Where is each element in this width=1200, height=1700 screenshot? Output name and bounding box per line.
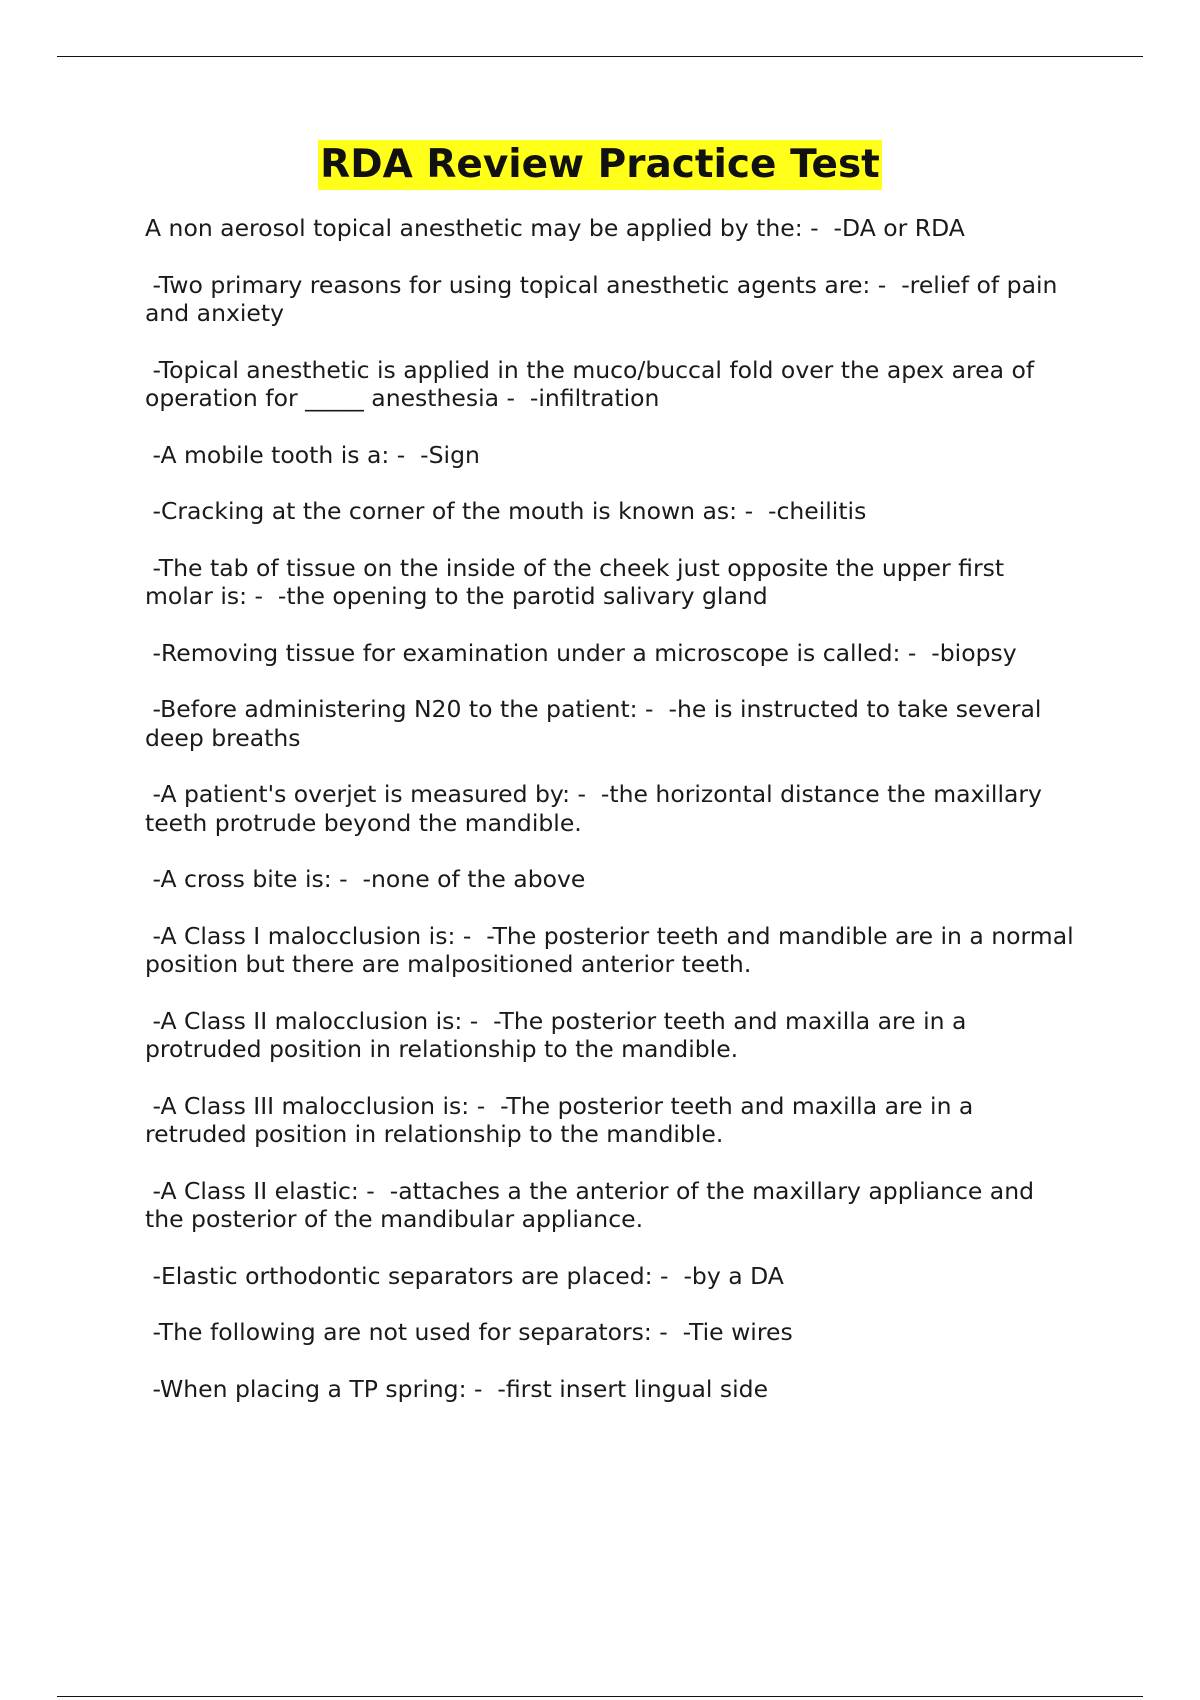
qa-item: -A mobile tooth is a: - -Sign	[145, 440, 480, 469]
page-title: RDA Review Practice Test	[318, 140, 882, 190]
qa-item: -A patient's overjet is measured by: - -the horizontal distance the maxillary teeth protrude beyond the mandible.	[145, 780, 1050, 837]
qa-item: -When placing a TP spring: - -first insert lingual side	[145, 1374, 769, 1403]
qa-item: -Cracking at the corner of the mouth is known as: - -cheilitis	[145, 497, 867, 525]
qa-item: -Removing tissue for examination under a microscope is called: - -biopsy	[145, 638, 1017, 667]
qa-item: -The following are not used for separators: - -Tie wires	[145, 1318, 793, 1346]
qa-item: -A Class II elastic: - -attaches a the anterior of the maxillary appliance and the posterior of the mandibular appliance.	[145, 1176, 1042, 1233]
qa-item: -A Class I malocclusion is: - -The posterior teeth and mandible are in a normal position but there are malpositioned anterior teeth.	[145, 921, 1082, 978]
question-list	[145, 214, 1082, 1431]
qa-item: -Elastic orthodontic separators are placed: - -by a DA	[145, 1261, 784, 1290]
qa-item: -A Class III malocclusion is: - -The posterior teeth and maxilla are in a retruded position in relationship to the mandible.	[145, 1091, 981, 1148]
qa-item: -A cross bite is: - -none of the above	[145, 865, 586, 893]
title-wrap	[0, 140, 1200, 190]
qa-item: -A Class II malocclusion is: - -The posterior teeth and maxilla are in a protruded position in relationship to the mandible.	[145, 1006, 974, 1063]
qa-item: -Two primary reasons for using topical anesthetic agents are: - -relief of pain and anxiety	[145, 270, 1065, 327]
qa-item: -The tab of tissue on the inside of the cheek just opposite the upper first molar is: - -the opening to the parotid salivary gland	[145, 553, 1012, 610]
qa-item: -Topical anesthetic is applied in the muco/buccal fold over the apex area of operation for _____ anesthesia - -infiltration	[145, 355, 1042, 412]
qa-item: -Before administering N20 to the patient: - -he is instructed to take several deep breaths	[145, 695, 1049, 752]
bottom-rule	[57, 1696, 1143, 1697]
qa-item: A non aerosol topical anesthetic may be applied by the: - -DA or RDA	[145, 214, 965, 242]
top-rule	[57, 56, 1143, 57]
